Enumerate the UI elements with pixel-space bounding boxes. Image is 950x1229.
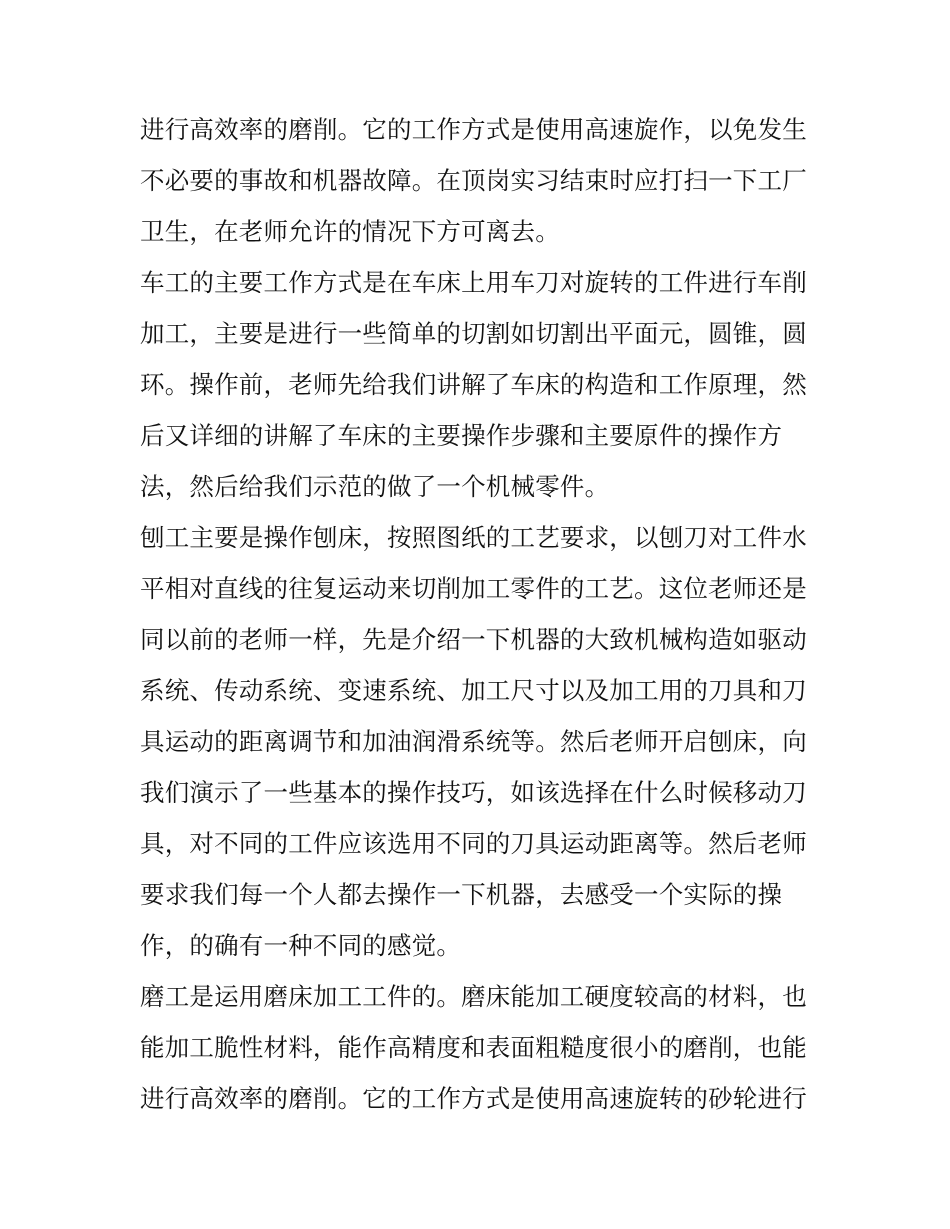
text-line: 后又详细的讲解了车床的主要操作步骤和主要原件的操作方	[140, 421, 783, 450]
paragraph-turning	[140, 261, 820, 516]
text-line: 能加工脆性材料，能作高精度和表面粗糙度很小的磨削，也能	[140, 1033, 807, 1062]
paragraph-grinding	[140, 975, 820, 1128]
text-line: 磨工是运用磨床加工工件的。磨床能加工硬度较高的材料，也	[140, 982, 807, 1011]
text-line: 车工的主要工作方式是在车床上用车刀对旋转的工件进行车削	[140, 268, 807, 297]
text-line: 刨工主要是操作刨床，按照图纸的工艺要求，以刨刀对工件水	[140, 523, 807, 552]
text-line: 系统、传动系统、变速系统、加工尺寸以及加工用的刀具和刀	[140, 676, 807, 705]
text-line: 进行高效率的磨削。它的工作方式是使用高速旋作，以免发生	[140, 115, 807, 144]
text-line: 加工，主要是进行一些简单的切割如切割出平面元，圆锥，圆	[140, 319, 807, 348]
text-line: 具，对不同的工件应该选用不同的刀具运动距离等。然后老师	[140, 829, 807, 858]
text-line: 不必要的事故和机器故障。在顶岗实习结束时应打扫一下工厂	[140, 166, 807, 195]
text-line: 要求我们每一个人都去操作一下机器，去感受一个实际的操	[140, 880, 783, 909]
text-line: 具运动的距离调节和加油润滑系统等。然后老师开启刨床，向	[140, 727, 807, 756]
text-line: 法，然后给我们示范的做了一个机械零件。	[140, 472, 610, 501]
text-line: 环。操作前，老师先给我们讲解了车床的构造和工作原理，然	[140, 370, 807, 399]
text-line: 卫生，在老师允许的情况下方可离去。	[140, 217, 560, 246]
text-line: 我们演示了一些基本的操作技巧，如该选择在什么时候移动刀	[140, 778, 807, 807]
paragraph-grinding-end	[140, 108, 820, 261]
text-line: 同以前的老师一样，先是介绍一下机器的大致机械构造如驱动	[140, 625, 807, 654]
text-line: 进行高效率的磨削。它的工作方式是使用高速旋转的砂轮进行	[140, 1084, 807, 1113]
text-line: 平相对直线的往复运动来切削加工零件的工艺。这位老师还是	[140, 574, 807, 603]
paragraph-planing	[140, 516, 820, 975]
document-body	[140, 108, 820, 1128]
text-line: 作，的确有一种不同的感觉。	[140, 931, 462, 960]
